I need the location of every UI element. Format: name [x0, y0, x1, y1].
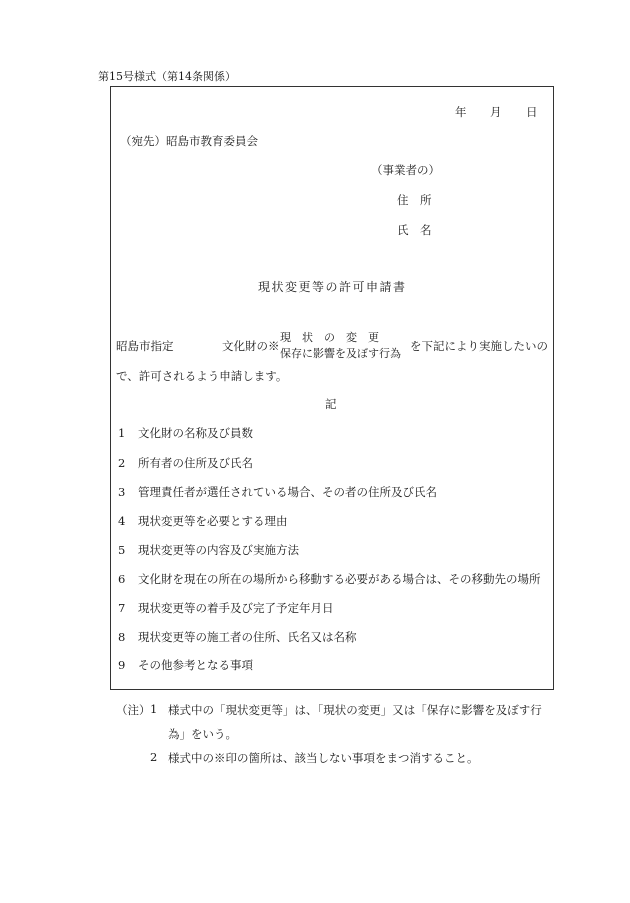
- note-1-number: 1: [150, 702, 158, 716]
- list-item: 4 現状変更等を必要とする理由: [118, 514, 288, 528]
- note-2-text: 様式中の※印の箇所は、該当しない事項をまつ消すること。: [168, 751, 479, 765]
- note-1-line1: 様式中の「現状変更等」は、「現状の変更」又は「保存に影響を及ぼす行: [168, 703, 542, 717]
- applicant-address-label: 住 所: [397, 193, 432, 207]
- year-label: 年: [455, 105, 467, 119]
- list-item: 1 文化財の名称及び員数: [118, 426, 253, 440]
- applicant-name-label: 氏 名: [397, 223, 432, 237]
- statement-continuation: を下記により実施したいの: [410, 339, 548, 353]
- document-title: 現状変更等の許可申請書: [258, 280, 407, 294]
- addressee: （宛先）昭島市教育委員会: [120, 134, 258, 148]
- note-1-line2: 為」をいう。: [168, 727, 237, 741]
- property-label: 文化財の※: [222, 339, 280, 353]
- note-2-number: 2: [150, 750, 158, 764]
- list-item: 5 現状変更等の内容及び実施方法: [118, 543, 299, 557]
- option-affecting-act: 保存に影響を及ぼす行為: [280, 347, 401, 360]
- list-item: 6 文化財を現在の所在の場所から移動する必要がある場合は、その移動先の場所: [118, 572, 541, 586]
- applicant-org-label: （事業者の）: [371, 163, 440, 177]
- list-item: 9 その他参考となる事項: [118, 658, 253, 672]
- day-label: 日: [526, 105, 538, 119]
- list-item: 3 管理責任者が選任されている場合、その者の住所及び氏名: [118, 485, 437, 499]
- statement-line2: で、許可されるよう申請します。: [116, 369, 288, 383]
- list-item: 8 現状変更等の施工者の住所、氏名又は名称: [118, 630, 357, 644]
- designation-text: 昭島市指定: [116, 339, 174, 353]
- ki-heading: 記: [325, 397, 337, 411]
- notes-label: （注）: [116, 703, 151, 717]
- form-number: 第15号様式（第14条関係）: [98, 70, 236, 83]
- option-status-change: 現 状 の 変 更: [280, 331, 379, 344]
- month-label: 月: [490, 105, 502, 119]
- list-item: 2 所有者の住所及び氏名: [118, 456, 253, 470]
- list-item: 7 現状変更等の着手及び完了予定年月日: [118, 601, 334, 615]
